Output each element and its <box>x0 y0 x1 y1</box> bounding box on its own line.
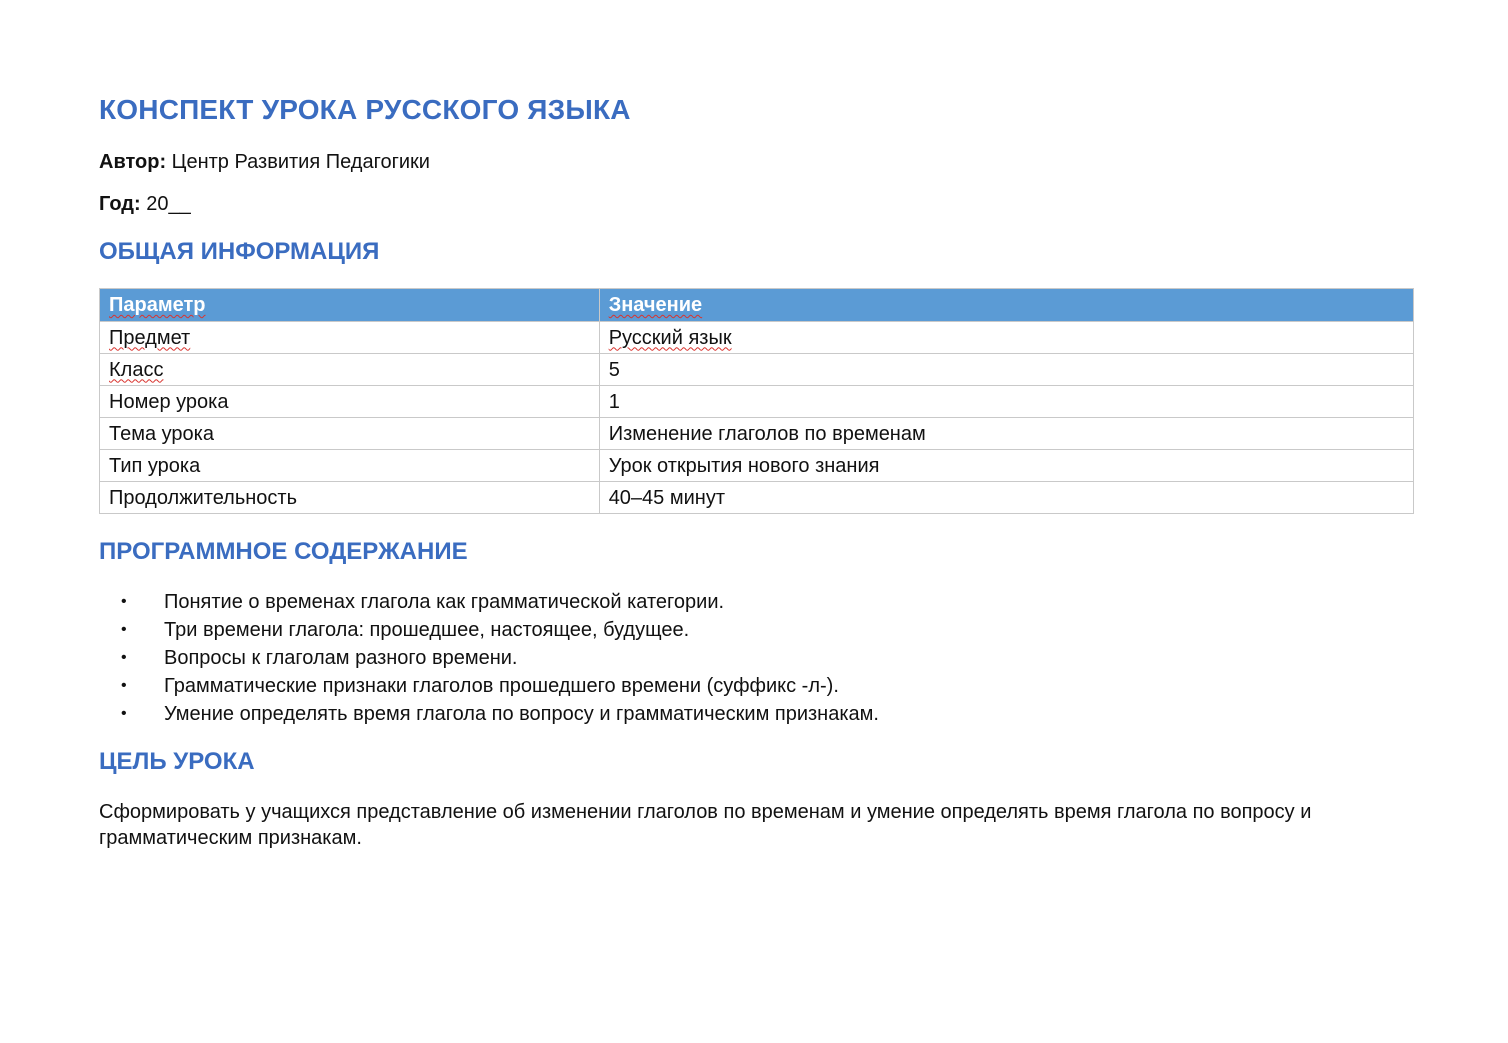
cell-text: Урок открытия нового знания <box>608 454 880 477</box>
document-title: КОНСПЕКТ УРОКА РУССКОГО ЯЗЫКА <box>99 94 631 125</box>
list-item-text: Три времени глагола: прошедшее, настоящее, будущее. <box>164 619 690 641</box>
bullet-icon: • <box>121 593 127 610</box>
bullet-icon: • <box>121 677 127 694</box>
table-row <box>100 482 1414 514</box>
list-item-text: Грамматические признаки глаголов прошедшего времени (суффикс -л-). <box>164 675 839 697</box>
section-heading-goal: ЦЕЛЬ УРОКА <box>99 748 255 775</box>
list-item <box>99 700 879 728</box>
list-item <box>99 588 879 616</box>
table-cell <box>599 322 1413 354</box>
table-cell <box>599 418 1413 450</box>
table-cell <box>599 354 1413 386</box>
bullet-icon: • <box>121 705 127 722</box>
year-value: 20__ <box>146 193 191 215</box>
list-item <box>99 644 879 672</box>
header-value: Значение <box>608 294 703 316</box>
program-content-list <box>99 588 879 728</box>
list-item-text: Понятие о временах глагола как грамматической категории. <box>164 591 725 613</box>
year-line <box>99 193 191 216</box>
bullet-icon: • <box>121 649 127 666</box>
cell-text: Изменение глаголов по временам <box>608 422 926 445</box>
table-cell <box>100 418 600 450</box>
table-header-cell <box>599 289 1413 322</box>
header-parameter: Параметр <box>109 294 206 316</box>
cell-text: Предмет <box>109 326 191 349</box>
cell-text: Продолжительность <box>109 486 297 509</box>
table-cell <box>599 386 1413 418</box>
table-cell <box>100 386 600 418</box>
table-row <box>100 322 1414 354</box>
cell-text: 40–45 минут <box>608 486 725 509</box>
cell-text: Тема урока <box>109 422 214 445</box>
author-label: Автор: <box>99 151 167 173</box>
table-cell <box>100 482 600 514</box>
table-header-cell <box>100 289 600 322</box>
table-cell <box>100 354 600 386</box>
author-line <box>99 151 430 174</box>
list-item-text: Вопросы к глаголам разного времени. <box>164 647 518 669</box>
cell-text: Русский язык <box>608 326 732 349</box>
cell-text: 5 <box>608 358 620 381</box>
cell-text: Класс <box>109 358 164 381</box>
year-label: Год: <box>99 193 141 215</box>
list-item <box>99 672 879 700</box>
table-row <box>100 386 1414 418</box>
table-cell <box>100 450 600 482</box>
table-row <box>100 450 1414 482</box>
table-cell <box>599 482 1413 514</box>
list-item <box>99 616 879 644</box>
section-heading-general: ОБЩАЯ ИНФОРМАЦИЯ <box>99 238 380 265</box>
general-info-table <box>99 288 1414 514</box>
cell-text: Тип урока <box>109 454 201 477</box>
bullet-icon: • <box>121 621 127 638</box>
table-row <box>100 354 1414 386</box>
table-header-row <box>100 289 1414 322</box>
table-cell <box>599 450 1413 482</box>
list-item-text: Умение определять время глагола по вопросу и грамматическим признакам. <box>164 703 879 725</box>
author-value: Центр Развития Педагогики <box>171 151 430 173</box>
cell-text: Номер урока <box>109 390 229 413</box>
cell-text: 1 <box>608 390 620 413</box>
table-cell <box>100 322 600 354</box>
table-row <box>100 418 1414 450</box>
section-heading-program: ПРОГРАММНОЕ СОДЕРЖАНИЕ <box>99 538 468 565</box>
goal-paragraph: Сформировать у учащихся представление об изменении глаголов по временам и умение определять время глагола по вопросу и грамматическим признакам. <box>99 801 1312 849</box>
